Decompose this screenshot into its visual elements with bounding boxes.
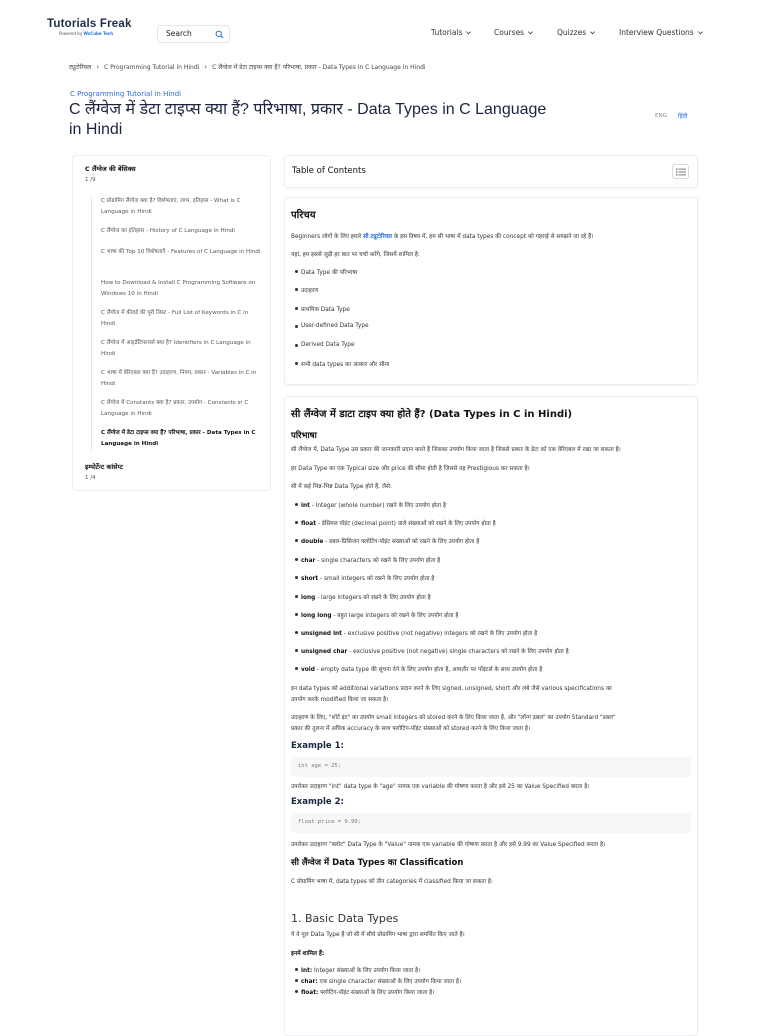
- paragraph: उपरोक्त उदाहरण "int" data type के "age" नामक एक variable की घोषणा करता है और इसे 25 का Value Specified करता है।: [291, 784, 590, 790]
- bullet-icon: [294, 593, 300, 599]
- type-description: एक single character संख्याओं के लिए उपयोग किया जाता है।: [317, 979, 462, 985]
- toc-title: Table of Contents: [292, 166, 366, 176]
- type-keyword: void: [301, 667, 315, 673]
- bullet-icon: [294, 519, 300, 525]
- search-label: Search: [166, 29, 192, 38]
- example-2-heading: Example 2:: [291, 797, 344, 807]
- bullet-icon: [294, 647, 300, 653]
- sidebar-item[interactable]: C प्रोग्रामिंग लैंग्वेज क्या है? विशेषताएं, लाभ, इतिहास - What is C Language in Hindi: [101, 198, 241, 215]
- list-item: प्राथमिक Data Type: [301, 307, 350, 313]
- paragraph: उदाहरण के लिए, "शॉर्ट इंट" का उपयोग small integers को stored करने के लिए किया जाता है, और "लॉन्ग डबल" का उपयोग Standard "डबल": [291, 715, 616, 721]
- type-item: [301, 988, 434, 996]
- paragraph: हर Data Type का एक Typical size और price की सीमा होती है जिससे वह Prestigious कर सकता है।: [291, 466, 530, 472]
- type-keyword: short: [301, 576, 319, 582]
- bullet-icon: [294, 323, 300, 329]
- type-item: [301, 977, 461, 985]
- type-description: - Integer (whole number) रखने के लिए उपयोग होता है: [309, 503, 447, 509]
- type-description: - single characters को रखने के लिए उपयोग होता है: [315, 558, 441, 564]
- nav-tutorials[interactable]: [431, 28, 472, 37]
- list-item: User-defined Data Type: [301, 323, 369, 329]
- paragraph: C प्रोग्रामिंग भाषा में, data types को तीन categories में classified किया जा सकता है:: [291, 879, 493, 885]
- sidebar-item[interactable]: C लैंग्वेज में आइडेंटिफायर्स क्या है? Identifiers in C Language in Hindi: [101, 340, 251, 357]
- bullet-icon: [294, 665, 300, 671]
- toc-toggle-button[interactable]: [672, 164, 689, 179]
- paragraph: ये वे मूल Data Type हैं जो सी में सीधे प्रोग्रामिंग भाषा द्वारा समर्थित किए जाते हैं।: [291, 932, 465, 938]
- sidebar-item-active[interactable]: C लैंग्वेज में डेटा टाइप्स क्या हैं? परिभाषा, प्रकार - Data Types in C Language in Hindi: [101, 430, 256, 447]
- basic-types-heading: 1. Basic Data Types: [291, 912, 399, 925]
- breadcrumb-home[interactable]: ट्यूटोरियल: [69, 64, 92, 71]
- lang-hindi-button[interactable]: हिंदी: [678, 113, 688, 120]
- bullet-icon: [294, 501, 300, 507]
- bullet-icon: [294, 268, 300, 274]
- type-keyword: unsigned char: [301, 649, 348, 655]
- chevron-down-icon: [527, 29, 534, 36]
- classification-heading: सी लैंग्वेज में Data Types का Classification: [291, 858, 464, 868]
- type-item: [301, 537, 479, 545]
- type-description: - बहुत large integers को रखने के लिए उपयोग होता है: [331, 613, 459, 619]
- definition-heading: परिभाषा: [291, 431, 317, 441]
- breadcrumb: [69, 62, 426, 72]
- chevron-down-icon: [697, 29, 704, 36]
- sidebar-item[interactable]: C लैंग्वेज में Constants क्या है? प्रकार, उपयोग - Constants in C Language in Hindi: [101, 400, 249, 417]
- bullet-icon: [294, 988, 300, 994]
- sidebar-section-title[interactable]: इम्पोर्टेन्ट कांसेप्ट: [85, 463, 123, 471]
- sidebar-item[interactable]: C भाषा की Top 10 विशेषताएँ - Features of C Language in Hindi: [101, 249, 261, 255]
- type-description: - exclusive positive (not negative) single characters को रखने के लिए उपयोग होता है: [347, 649, 569, 655]
- logo-title: Tutorials Freak: [47, 18, 132, 30]
- nav-label: Interview Questions: [619, 28, 694, 37]
- paragraph: सी लैंग्वेज में, Data Type उस प्रकार की जानकारी प्रदान करते हैं जिसका उपयोग किया जाता है जिससे प्रकार के डेटा को एक वेरिएबल में रखा जा सकता है।: [291, 447, 621, 453]
- type-description: फ्लोटिंग-पॉइंट संख्याओं के लिए उपयोग किया जाता है।: [318, 990, 435, 996]
- chevron-down-icon: [465, 29, 472, 36]
- type-item: [301, 556, 440, 564]
- bullet-icon: [294, 977, 300, 983]
- section-heading: सी लैंग्वेज में डाटा टाइप क्या होते हैं? (Data Types in C in Hindi): [291, 409, 573, 420]
- page-title: C लैंग्वेज में डेटा टाइप्स क्या हैं? परिभाषा, प्रकार - Data Types in C Language in Hindi: [69, 101, 547, 138]
- c-tutorial-link[interactable]: सी ट्यूटोरियल: [363, 234, 392, 240]
- sidebar-item[interactable]: C लैंग्वेज में कीवर्ड की पूरी लिस्ट - Full List of Keywords in C in Hindi: [101, 310, 249, 327]
- type-item: [301, 501, 446, 509]
- breadcrumb-current: C लैंग्वेज में डेटा टाइप्स क्या हैं? परिभाषा, प्रकार - Data Types in C Language in Hindi: [212, 64, 426, 71]
- logo-sub-brand: WsCube Tech: [83, 31, 114, 36]
- chevron-down-icon: [589, 29, 596, 36]
- sidebar-divider: [91, 196, 92, 452]
- search-icon[interactable]: [215, 30, 224, 39]
- paragraph: उपरोक्त उदाहरण "फ्लोट" Data Type के "Value" नामक एक variable की घोषणा करता है और इसे 9.99 का Value Specified करता है।: [291, 842, 606, 848]
- type-keyword: int: [301, 503, 310, 509]
- list-item: सभी data types का आकार और सीमा: [301, 362, 390, 368]
- type-keyword: float: [301, 521, 316, 527]
- course-sidebar: [72, 155, 271, 491]
- type-item: [301, 574, 434, 582]
- search-box[interactable]: [157, 25, 230, 43]
- bullet-icon: [294, 966, 300, 972]
- type-keyword: double: [301, 539, 324, 545]
- sidebar-section-count: 1 /4: [85, 475, 96, 481]
- type-item: [301, 593, 431, 601]
- paragraph: उपयोग करके modified किया जा सकता है।: [291, 697, 389, 703]
- nav-interview-questions[interactable]: [619, 28, 704, 37]
- type-description: - small integers को रखने के लिए उपयोग होता है: [318, 576, 435, 582]
- type-item: [301, 647, 569, 655]
- paragraph: इन data types को additional variations प्रदान करने के लिए signed, unsigned, short और लंबे जैसे various specifications का: [291, 686, 612, 692]
- bullet-icon: [294, 629, 300, 635]
- bullet-icon: [294, 537, 300, 543]
- intro-text: के इस विषय में, हम सी भाषा में data types की concept को गहराई से समझने जा रहे हैं।: [392, 234, 594, 240]
- bullet-icon: [294, 556, 300, 562]
- nav-label: Tutorials: [431, 28, 463, 37]
- type-description: - large integers को रखने के लिए उपयोग होता है: [315, 595, 431, 601]
- site-logo[interactable]: [47, 18, 132, 36]
- site-header: [0, 0, 768, 62]
- intro-card: [284, 197, 698, 385]
- chevron-right-icon: ›: [96, 63, 100, 71]
- type-item: [301, 519, 496, 527]
- sidebar-section-count: 1 /9: [85, 177, 96, 183]
- nav-quizzes[interactable]: [557, 28, 596, 37]
- type-description: - exclusive positive (not negative) integers को रखने के लिए उपयोग होता है: [341, 631, 538, 637]
- chevron-right-icon: ›: [204, 63, 208, 71]
- type-description: Integer संख्याओं के लिए उपयोग किया जाता है।: [312, 968, 421, 974]
- type-keyword: float:: [301, 990, 319, 996]
- sidebar-item[interactable]: C भाषा में वेरिएबल क्या हैं? उदाहरण, नियम, प्रकार - Variables in C in Hindi: [101, 370, 257, 387]
- type-keyword: char: [301, 558, 316, 564]
- bullet-icon: [294, 360, 300, 366]
- logo-subtitle: [59, 31, 132, 36]
- type-description: - डबल-प्रिसिजन फ्लोटिंग-पॉइंट संख्याओं को रखने के लिए उपयोग होता है: [323, 539, 480, 545]
- breadcrumb-course[interactable]: C Programming Tutorial in Hindi: [104, 63, 200, 71]
- course-link[interactable]: C Programming Tutorial in Hindi: [70, 90, 182, 98]
- intro-paragraph: यहां, हम इससे जुड़ी हर बात पर चर्चा करेंगे, जिसमें शामिल है:: [291, 252, 420, 258]
- bullet-icon: [294, 574, 300, 580]
- list-item: Derived Data Type: [301, 342, 355, 348]
- intro-paragraph: [291, 232, 593, 242]
- sidebar-item[interactable]: C लैंग्वेज का इतिहास - History of C Language in Hindi: [101, 228, 235, 234]
- code-text: float price = 9.99;: [298, 819, 361, 825]
- nav-courses[interactable]: [494, 28, 534, 37]
- sidebar-item[interactable]: How to Download & Install C Programming Software on Windows 10 in Hindi: [101, 280, 256, 297]
- type-description: - डेसिमल पॉइंट (decimal point) वाले संख्याओं को रखने के लिए उपयोग होता है: [315, 521, 496, 527]
- paragraph: प्रकार की तुलना में अधिक accuracy के साथ फ्लोटिंग-पॉइंट संख्याओं को stored करने के लिए किया जाता है।: [291, 726, 531, 732]
- bullet-icon: [294, 305, 300, 311]
- type-item: [301, 629, 537, 637]
- nav-label: Quizzes: [557, 28, 587, 37]
- type-keyword: long: [301, 595, 316, 601]
- code-block: [291, 757, 691, 777]
- type-item: [301, 611, 458, 619]
- nav-label: Courses: [494, 28, 525, 37]
- code-block: [291, 813, 691, 833]
- logo-sub-prefix: Powered by: [59, 31, 83, 36]
- type-keyword: unsigned int: [301, 631, 342, 637]
- type-description: - empty data type की सूचना देने के लिए उपयोग होता है, आमतौर पर पॉइंटर्स के साथ उपयोग होता है: [314, 667, 543, 673]
- paragraph: सी में कई भिन्न-भिन्न Data Type होते हैं, जैसे:: [291, 484, 392, 490]
- type-keyword: char:: [301, 979, 318, 985]
- bullet-icon: [294, 611, 300, 617]
- type-item: [301, 966, 420, 974]
- code-text: int age = 25;: [298, 763, 342, 769]
- type-item: [301, 665, 542, 673]
- list-icon: [676, 168, 686, 176]
- intro-text: Beginners लोगों के लिए हमारे: [291, 234, 364, 240]
- bullet-icon: [294, 286, 300, 292]
- paragraph: इनमें शामिल हैं:: [291, 951, 325, 957]
- bullet-icon: [294, 342, 300, 348]
- lang-eng-button[interactable]: ENG: [655, 113, 667, 119]
- type-keyword: int:: [301, 968, 313, 974]
- intro-heading: परिचय: [291, 210, 316, 221]
- type-keyword: long long: [301, 613, 332, 619]
- sidebar-section-title[interactable]: C लैंग्वेज की बेसिक्स: [85, 165, 136, 173]
- example-1-heading: Example 1:: [291, 741, 344, 751]
- table-of-contents[interactable]: [284, 155, 698, 188]
- list-item: उदाहरण: [301, 288, 319, 294]
- list-item: Data Type की परिभाषा: [301, 270, 358, 276]
